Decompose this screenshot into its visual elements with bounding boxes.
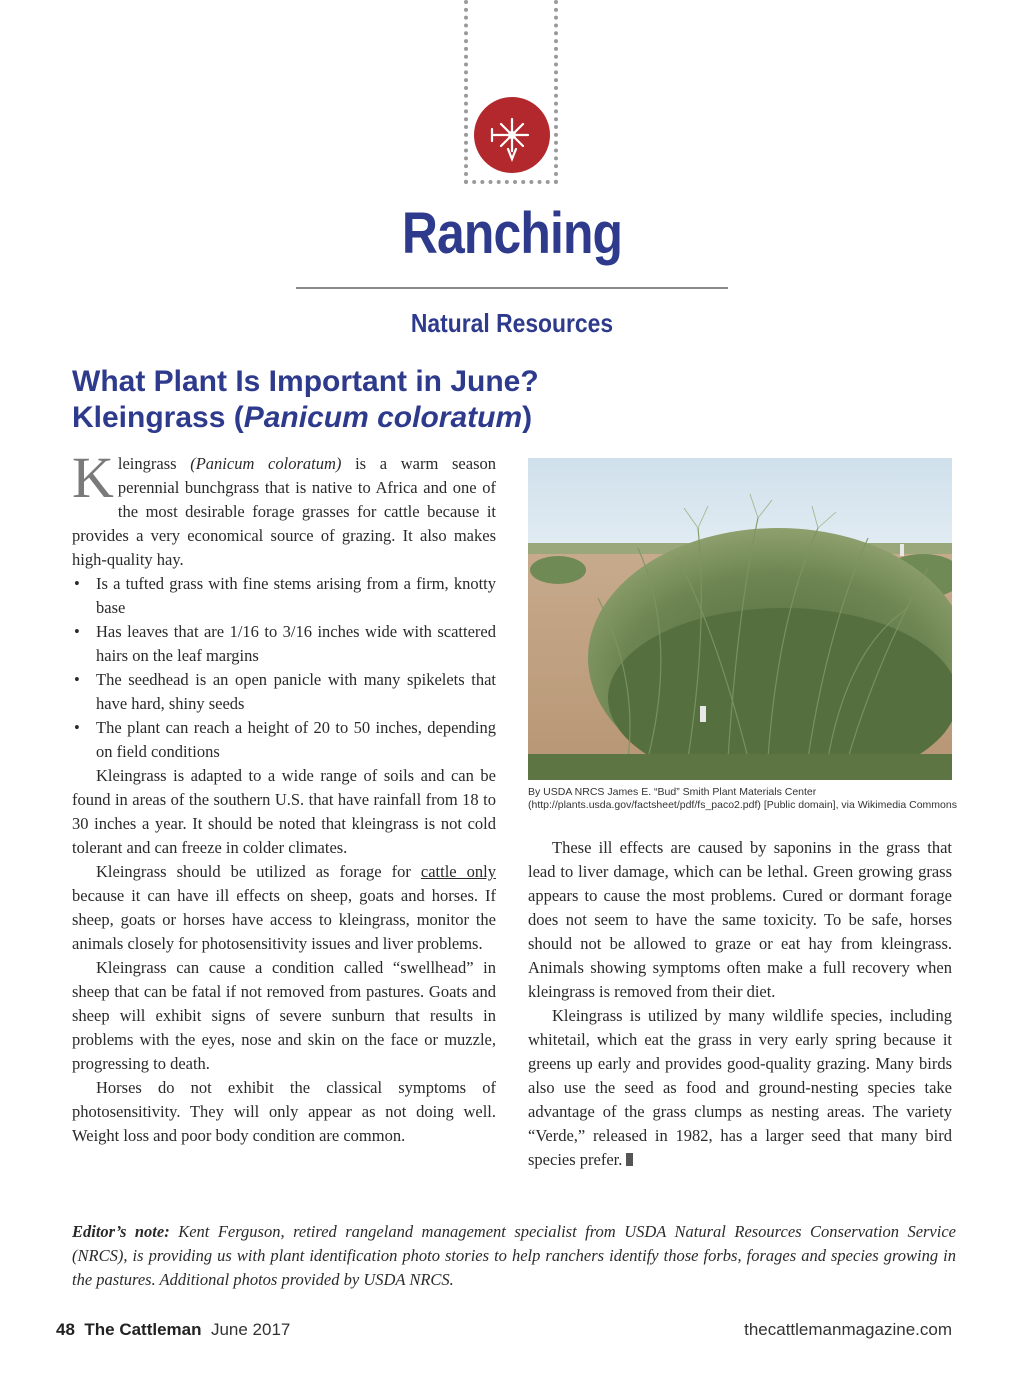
article-column-right [528, 836, 952, 1172]
subsection-title: Natural Resources [410, 308, 614, 338]
issue-date: June 2017 [210, 1320, 291, 1339]
forage-underlined-text: cattle only [420, 862, 496, 881]
kleingrass-photo-illustration [528, 458, 952, 780]
decorative-dotted-line-left [464, 0, 468, 184]
wildlife-text: Kleingrass is utilized by many wildlife species, including whitetail, which eat the grass in very early spring because it greens up early and provides good-quality grazing. Many birds also use the seed as food and ground-nesting species take advantage of the grass clumps as nesting areas. The variety “Verde,” released in 1982, has a larger seed that many bird species prefer. [528, 1006, 952, 1169]
header-divider [296, 287, 728, 289]
list-item: • The plant can reach a height of 20 to 50 inches, depending on field conditions [72, 716, 496, 764]
section-emblem [474, 97, 550, 173]
paragraph-horses: Horses do not exhibit the classical symptoms of photosensitivity. They will only appear as not doing well. Weight loss and poor body condition are common. [72, 1078, 496, 1145]
section-title: Ranching [401, 201, 623, 266]
editor-note-text: Kent Ferguson, retired rangeland management specialist from USDA Natural Resources Conservation Service (NRCS), is providing us with plant identification photo stories to help ranchers identify those forbs, forages and species growing in the pastures. Additional photos provided by USDA NRCS. [72, 1222, 956, 1289]
paragraph-wildlife [528, 1004, 952, 1172]
article-headline [72, 364, 952, 436]
kleingrass-photo [528, 458, 952, 780]
forage-text-start: Kleingrass should be utilized as forage for [96, 862, 421, 881]
forage-text-end: because it can have ill effects on sheep, goats and horses. If sheep, goats or horses have access to kleingrass, monitor the animals closely for photosensitivity issues and liver problems. [72, 886, 496, 953]
end-of-article-mark [626, 1153, 633, 1166]
decorative-dotted-line-right [554, 0, 558, 184]
intro-paragraph [72, 445, 496, 572]
intro-text-start: leingrass [117, 454, 191, 473]
headline-line-1: What Plant Is Important in June? [72, 365, 539, 398]
page-number: 48 [56, 1320, 75, 1339]
intro-scientific-name: (Panicum coloratum) [190, 454, 342, 473]
website-link[interactable]: thecattlemanmagazine.com [744, 1320, 952, 1339]
headline-line-2-suffix: ) [522, 401, 533, 434]
headline-line-2-prefix: Kleingrass ( [72, 401, 244, 434]
list-item: • The seedhead is an open panicle with many spikelets that have hard, shiny seeds [72, 668, 496, 716]
page-footer [56, 1320, 952, 1344]
editor-note-label: Editor’s note: [72, 1222, 170, 1241]
editor-note [72, 1220, 956, 1292]
intro-text-end: is a warm season perennial bunchgrass that is native to Africa and one of the most desirable forage grasses for cattle because it provides a very economical source of grazing. It also makes high-quality hay. [72, 454, 496, 569]
decorative-dotted-line-bottom [464, 180, 558, 184]
list-item: • Has leaves that are 1/16 to 3/16 inches wide with scattered hairs on the leaf margins [72, 620, 496, 668]
magazine-name: The Cattleman [84, 1320, 202, 1339]
paragraph-swellhead: Kleingrass can cause a condition called “swellhead” in sheep that can be fatal if not removed from pastures. Goats and sheep will exhibit signs of severe sunburn that results in problems with the eyes, nose and skin on the face or muzzle, progressing to death. [72, 958, 496, 1073]
paragraph-forage [72, 860, 496, 956]
feature-list [72, 572, 496, 764]
drop-cap: K [72, 445, 114, 510]
headline-scientific-name: Panicum coloratum [243, 401, 523, 434]
paragraph-saponins: These ill effects are caused by saponins in the grass that lead to liver damage, which can be lethal. Green growing grass appears to cause the most problems. Cured or dormant forage does not seem to have the same toxicity. To be safe, horses should not be allowed to graze or eat hay from kleingrass. Animals showing symptoms often make a full recovery when kleingrass is removed from their diet. [528, 838, 952, 1001]
photo-caption: By USDA NRCS James E. “Bud” Smith Plant Materials Center (http://plants.usda.gov/factsheet/pdf/fs_paco2.pdf) [Public domain], via Wikimedia Commons [528, 786, 957, 811]
footer-left [56, 1320, 290, 1340]
windmill-icon [484, 107, 540, 163]
paragraph-adapted: Kleingrass is adapted to a wide range of soils and can be found in areas of the southern U.S. that have rainfall from 18 to 30 inches a year. It should be noted that kleingrass is not cold tolerant and can freeze in colder climates. [72, 766, 496, 857]
list-item: • Is a tufted grass with fine stems arising from a firm, knotty base [72, 572, 496, 620]
article-column-left [72, 445, 496, 1148]
